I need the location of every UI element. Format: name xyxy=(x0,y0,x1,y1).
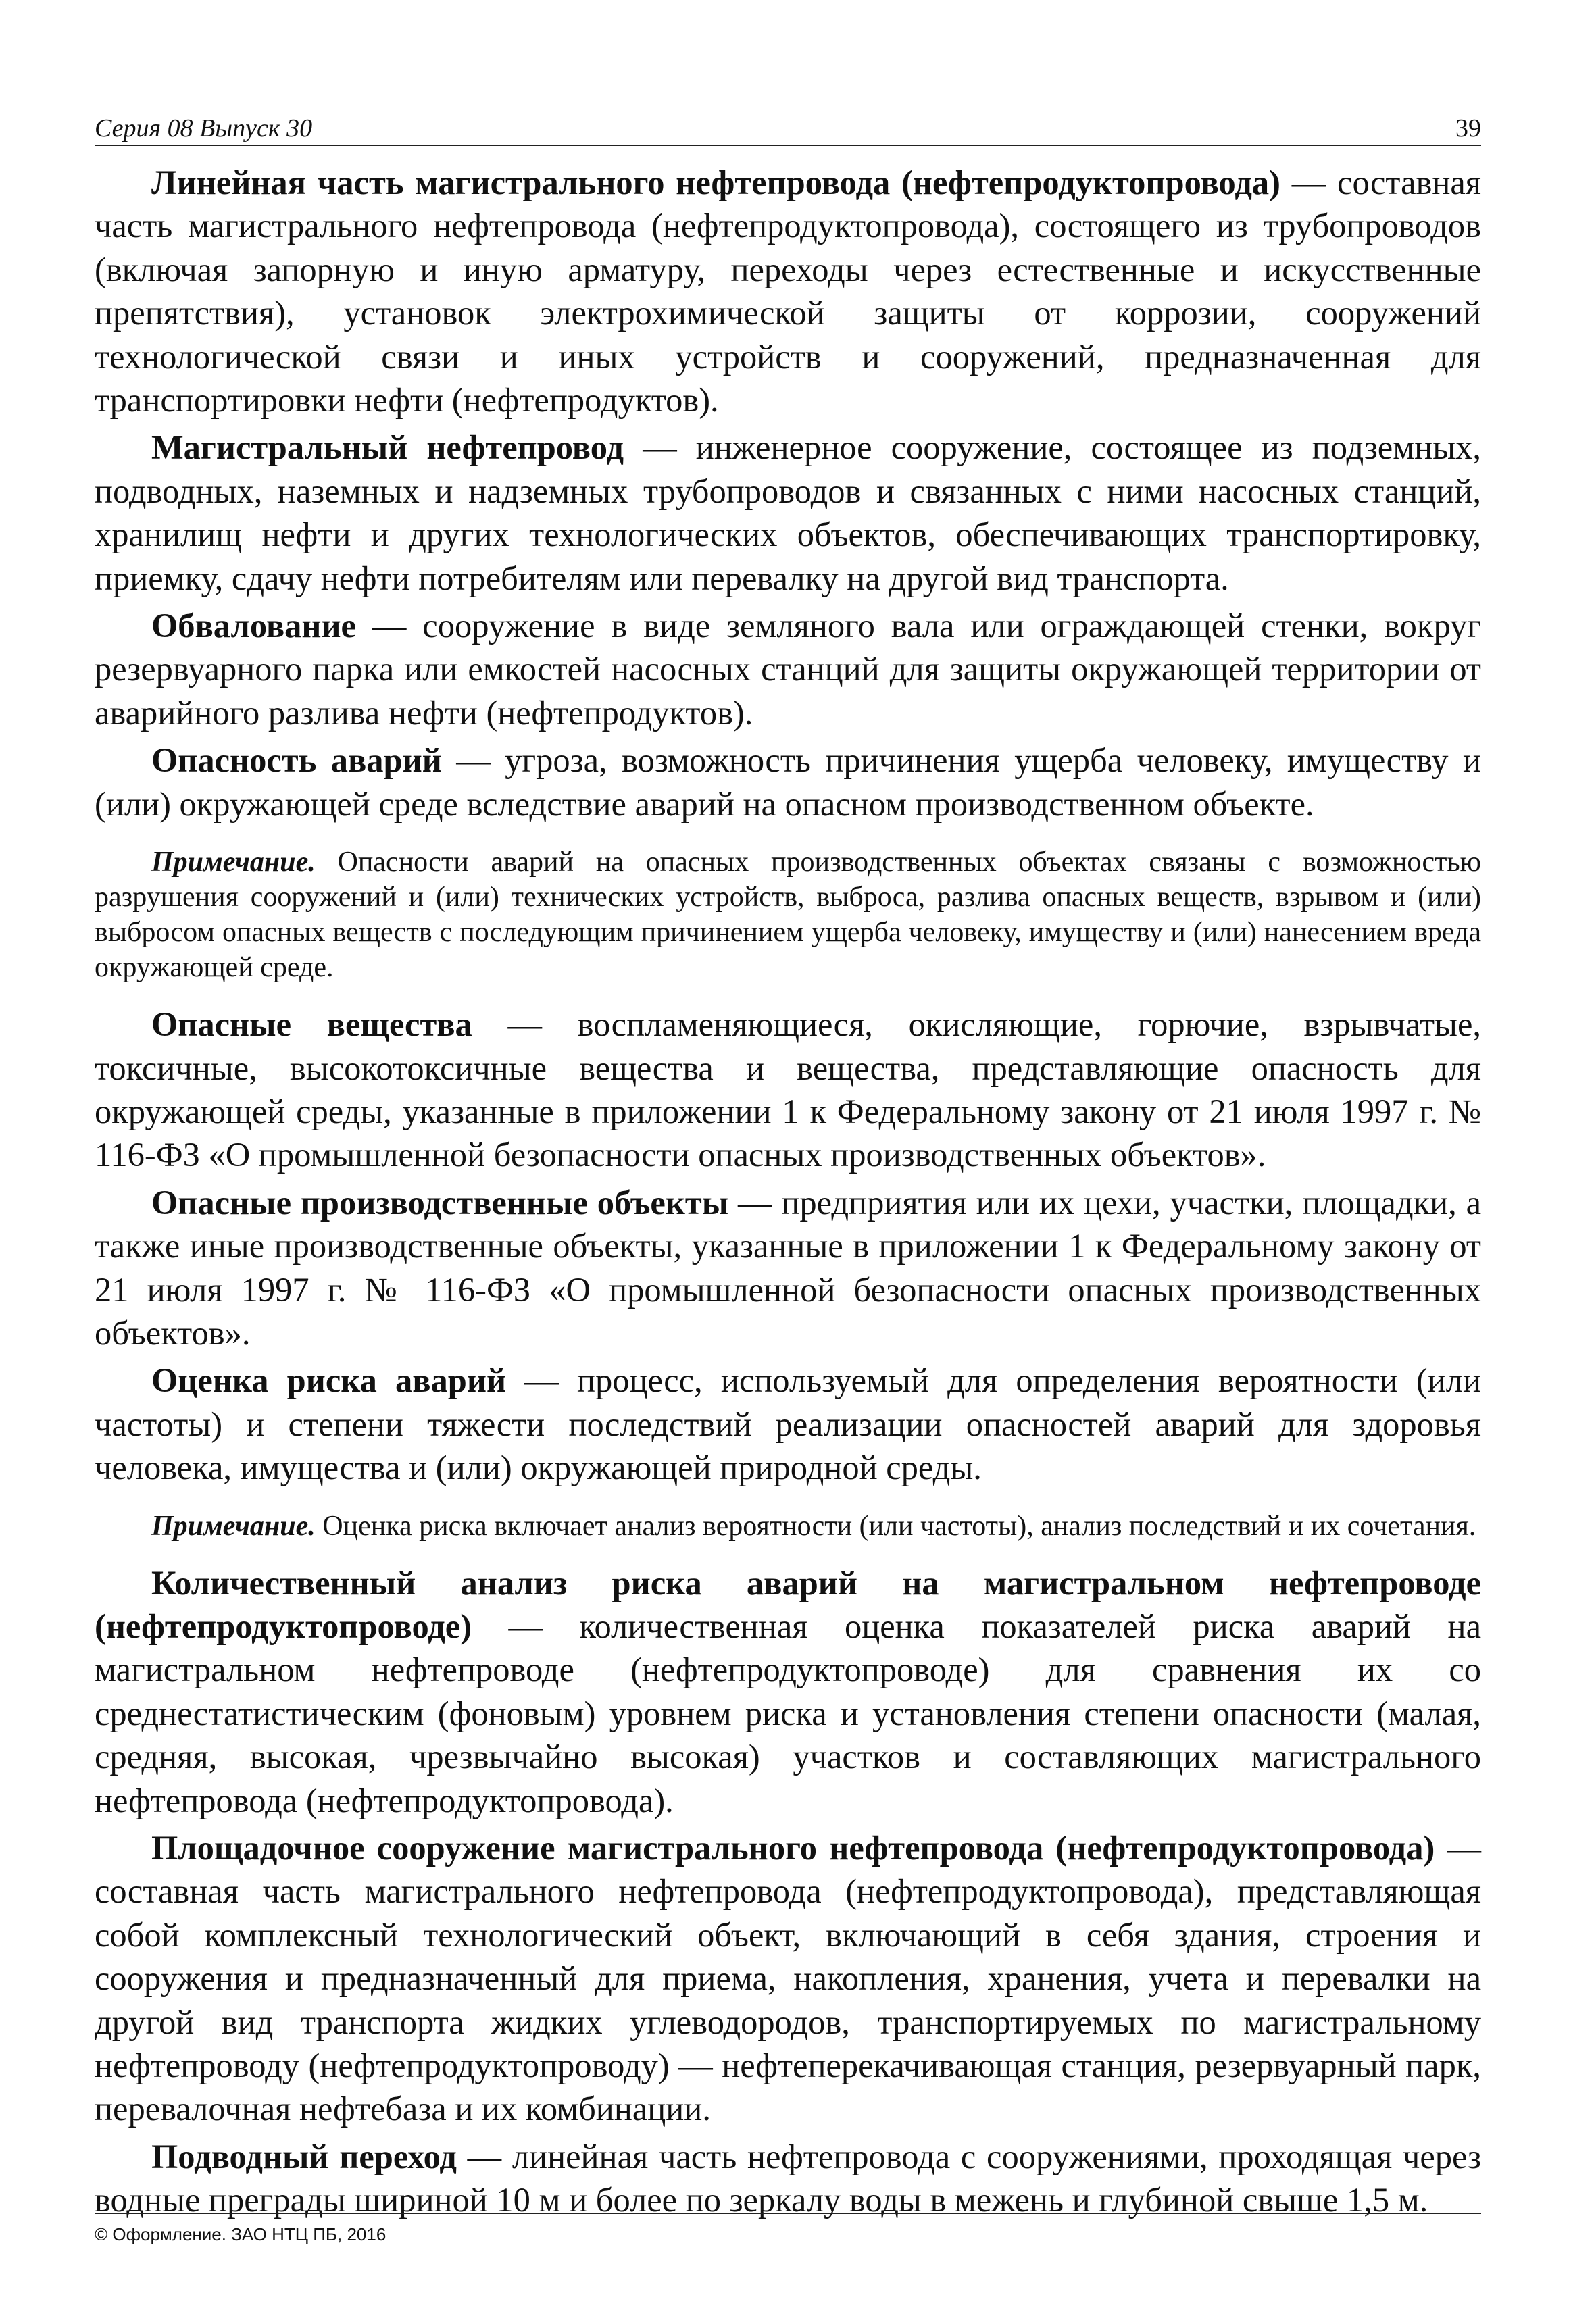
definition-paragraph xyxy=(95,1181,1481,1355)
definition-paragraph xyxy=(95,1561,1481,1822)
definition-paragraph xyxy=(95,2135,1481,2222)
definitions-body xyxy=(95,161,1481,2226)
definition-text: — процесс, используемый для определения вероятности (или частоты) и степени тяжести последствий реализации опасностей аварий для здоровья человека, имущества и (или) окружающей природной среды. xyxy=(95,1361,1481,1487)
note-text: Оценка риска включает анализ вероятности (или частоты), анализ последствий и их сочетания. xyxy=(315,1510,1476,1542)
definition-term: Площадочное сооружение магистрального нефтепровода (нефтепродуктопровода) xyxy=(151,1829,1435,1867)
series-label: Серия 08 Выпуск 30 xyxy=(95,114,313,143)
definition-paragraph xyxy=(95,1003,1481,1177)
footer-rule xyxy=(95,2213,1481,2214)
running-header xyxy=(95,107,1481,147)
definition-term: Оценка риска аварий xyxy=(151,1361,507,1400)
definition-paragraph xyxy=(95,738,1481,826)
definition-term: Опасность аварий xyxy=(151,741,442,780)
definition-term: Обвалование xyxy=(151,607,356,645)
copyright-footer: © Оформление. ЗАО НТЦ ПБ, 2016 xyxy=(95,2224,386,2244)
definition-paragraph xyxy=(95,604,1481,734)
note-text: Опасности аварий на опасных производственных объектах связаны с возможностью разрушения сооружений и (или) технических устройств, выброса, разлива опасных веществ, взрывом и (или) выбросом опасных веществ с последующим причинением ущерба человеку, имуществу и (или) нанесением вреда окружающей среде. xyxy=(95,847,1481,984)
definition-text: — сооружение в виде земляного вала или ограждающей стенки, вокруг резервуарного парка или емкостей насосных станций для защиты окружающей территории от аварийного разлива нефти (нефтепродуктов). xyxy=(95,607,1481,732)
definition-paragraph xyxy=(95,161,1481,422)
definition-term: Подводный переход xyxy=(151,2137,457,2175)
definition-text: — воспламеняющиеся, окисляющие, горючие, взрывчатые, токсичные, высокотоксичные вещества и вещества, представляющие опасность для окружающей среды, указанные в приложении 1 к Федеральному закону от 21 июля 1997 г. № 116-ФЗ «О промышленной безопасности опасных производственных объектов». xyxy=(95,1005,1481,1174)
header-rule xyxy=(95,145,1481,146)
note-label: Примечание. xyxy=(151,1510,316,1542)
definition-paragraph xyxy=(95,1826,1481,2131)
definition-term: Количественный анализ риска аварий на магистральном нефтепроводе (нефтепродуктопроводе) xyxy=(95,1563,1481,1645)
definition-text: — предприятия или их цехи, участки, площадки, а также иные производственные объекты, указанные в приложении 1 к Федеральному закону от 21 июля 1997 г. № 116-ФЗ «О промышленной безопасности опасных производственных объектов». xyxy=(95,1183,1481,1352)
definition-term: Магистральный нефтепровод xyxy=(151,428,624,467)
definition-text: — инженерное сооружение, состоящее из подземных, подводных, наземных и надземных трубопроводов и связанных с ними насосных станций, хранилищ нефти и других технологических объектов, обеспечивающих транспортировку, приемку, сдачу нефти потребителям или перевалку на другой вид транспорта. xyxy=(95,428,1481,597)
definition-text: — линейная часть нефтепровода с сооружениями, проходящая через водные преграды шириной 10 м и более по зеркалу воды в межень и глубиной свыше 1,5 м. xyxy=(95,2137,1481,2219)
definition-text: — составная часть магистрального нефтепровода (нефтепродуктопровода), состоящего из трубопроводов (включая запорную и иную арматуру, переходы через естественные и искусственные препятствия), установок электрохимической защиты от коррозии, сооружений технологической связи и иных устройств и сооружений, предназначенная для транспортировки нефти (нефтепродуктов). xyxy=(95,164,1481,420)
definition-term: Линейная часть магистрального нефтепровода (нефтепродуктопровода) xyxy=(151,164,1280,201)
definition-text: — составная часть магистрального нефтепровода (нефтепродуктопровода), представляющая собой комплексный технологический объект, включающий в себя здания, строения и сооружения и предназначенный для приема, накопления, хранения, учета и перевалки на другой вид транспорта жидких углеводородов, транспортируемых по магистральному нефтепроводу (нефтепродуктопроводу) — нефтеперекачивающая станция, резервуарный парк, перевалочная нефтебаза и их комбинации. xyxy=(95,1829,1481,2128)
definition-term: Опасные вещества xyxy=(151,1005,472,1044)
definition-text: — количественная оценка показателей риска аварий на магистральном нефтепроводе (нефтепродуктопроводе) для сравнения их со среднестатистическим (фоновым) уровнем риска и установления степени опасности (малая, средняя, высокая, чрезвычайно высокая) участков и составляющих магистрального нефтепровода (нефтепродуктопровода). xyxy=(95,1607,1481,1819)
note-label: Примечание. xyxy=(151,847,316,878)
definition-paragraph xyxy=(95,426,1481,600)
definition-term: Опасные производственные объекты xyxy=(151,1183,729,1222)
note-paragraph xyxy=(95,1509,1481,1544)
note-paragraph xyxy=(95,845,1481,985)
definition-paragraph xyxy=(95,1359,1481,1489)
definition-text: — угроза, возможность причинения ущерба человеку, имуществу и (или) окружающей среде вследствие аварий на опасном производственном объекте. xyxy=(95,741,1481,823)
page-number: 39 xyxy=(1455,114,1481,143)
